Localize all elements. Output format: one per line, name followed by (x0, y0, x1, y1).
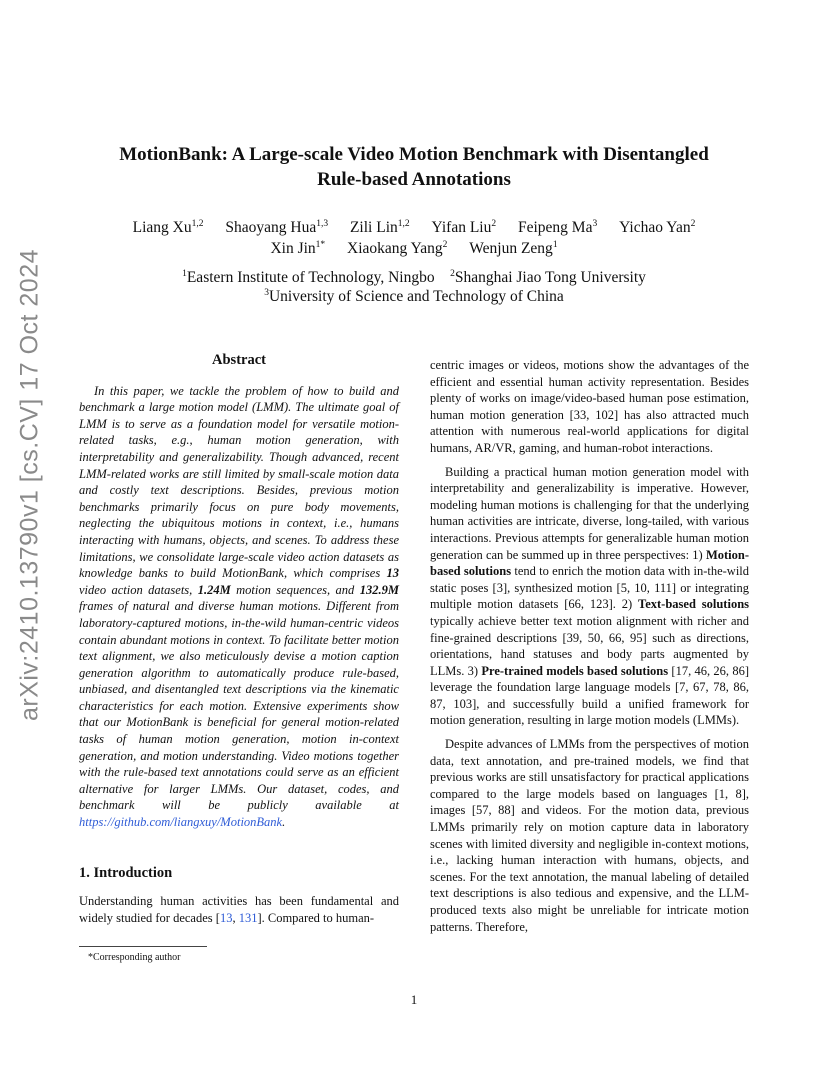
right-column (430, 357, 749, 935)
author: Feipeng Ma$^3$ (517, 218, 598, 236)
author: Shaoyang Hua$^{1,3}$ (225, 218, 329, 236)
citation-link[interactable]: 13 (219, 910, 233, 925)
abstract-text: In this paper, we tackle the problem of how to build and benchmark a large motion model (LMM). The ultimate goal of LMM is to serve as a foundation model for versatile motion-related tasks, e.g., human motion generation, with interpretability and generalizability. Though advanced, recent LMM-related works are still limited by small-scale motion data and costly text descriptions. Besides, previous motion benchmarks primarily focus on pure body movements, neglecting the ubiquitous motions in context, i.e., humans interacting with humans, objects, and scenes. To address these limitations, we consolidate large-scale video action datasets as knowledge banks to build MotionBank, which comprises 13 video action datasets, 1.24M motion sequences, and 132.9M frames of natural and diverse human motions. Different from laboratory-captured motions, in-the-wild human-centric videos contain abundant motions in context. To facilitate better motion text alignment, we also meticulously devise a motion caption generation algorithm to automatically produce rule-based, unbiased, and disentangled text descriptions via the kinematic characteristics for each motion. Extensive experiments show that our MotionBank is beneficial for general motion-related tasks of human motion generation, motion in-context generation, and motion understanding. Video motions together with the rule-based text annotations could serve as an efficient alternative for larger LMMs. Our dataset, codes, and benchmark will be publicly available at https://github.com/liangxuy/MotionBank. (79, 383, 399, 830)
arxiv-identifier: arXiv:2410.13790v1 [cs.CV] 17 Oct 2024 (15, 248, 44, 722)
page-number: 1 (410, 992, 418, 1007)
citation-link[interactable]: 131 (238, 910, 258, 925)
affiliations: $^1$Eastern Institute of Technology, Ningbo $^2$Shanghai Jiao Tong University $^3$University of Science and Technology of China (182, 268, 646, 305)
left-column (79, 352, 399, 926)
author: Liang Xu$^{1,2}$ (132, 218, 204, 236)
paragraph: Despite advances of LMMs from the perspectives of motion data, text annotation, and pre-trained models, we find that previous works are still unsatisfactory for practical applications compared to the large models based on languages [1, 8], images [57, 88] and videos. For the motion data, previous LMMs primarily rely on motion capture data in laboratory scenes with limited diversity and negligible in-context motions, i.e., lacking human interaction with humans, objects, and scenes. For the text annotation, the manual labeling of detailed text descriptions is also tedious and expensive, and the LLM-produced texts also might be unreliable for intricate motion patterns. Therefore, (430, 737, 749, 934)
author: Zili Lin$^{1,2}$ (349, 218, 410, 236)
introduction-heading: 1. Introduction (79, 864, 173, 881)
github-link[interactable]: https://github.com/liangxuy/MotionBank (79, 815, 283, 830)
author: Yifan Liu$^2$ (431, 218, 497, 236)
paragraph: Building a practical human motion generation model with interpretability and generalizability is imperative. However, modeling human motions is challenging for that the underlying human activities are intricate, diverse, long-tailed, with various interactions. Previous attempts for generalizable human motion generation can be summed up in three perspectives: 1) Motion-based solutions tend to enrich the motion data with in-the-wild static poses [3], synthesized motion [5, 10, 111] or integrating multiple motion datasets [66, 123]. 2) Text-based solutions typically achieve better text motion alignment with richer and fine-grained descriptions [39, 50, 66, 95] such as directions, orientations, hand statuses and body parts augmented by LLMs. 3) Pre-trained models based solutions [17, 46, 26, 86] leverage the foundation large language models [7, 67, 78, 86, 87, 103], and successfully build a unified framework for motion generation, resulting in large motion models (LMMs). (430, 464, 750, 728)
author: Yichao Yan$^2$ (619, 218, 696, 236)
footnote: *Corresponding author (88, 952, 181, 963)
author: Xiaokang Yang$^2$ (347, 239, 448, 257)
author: Xin Jin$^{1*}$ (270, 239, 326, 257)
author-list (80, 217, 748, 259)
paper-title: MotionBank: A Large-scale Video Motion Benchmark with Disentangled Rule-based Annotations (119, 144, 709, 190)
author: Wenjun Zeng$^1$ (469, 239, 558, 257)
intro-paragraph: Understanding human activities has been fundamental and widely studied for decades [13, 131]. Compared to human- (79, 894, 399, 925)
paragraph: centric images or videos, motions show the advantages of the efficient and essential human activity representation. Besides plenty of works on image/video-based human pose estimation, human motion generation [33, 102] has also attracted much attention with numerous real-world applications for digital humans, AR/VR, gaming, and human-robot interactions. (430, 358, 749, 455)
footnote-rule (79, 946, 207, 947)
abstract-heading: Abstract (212, 352, 266, 368)
